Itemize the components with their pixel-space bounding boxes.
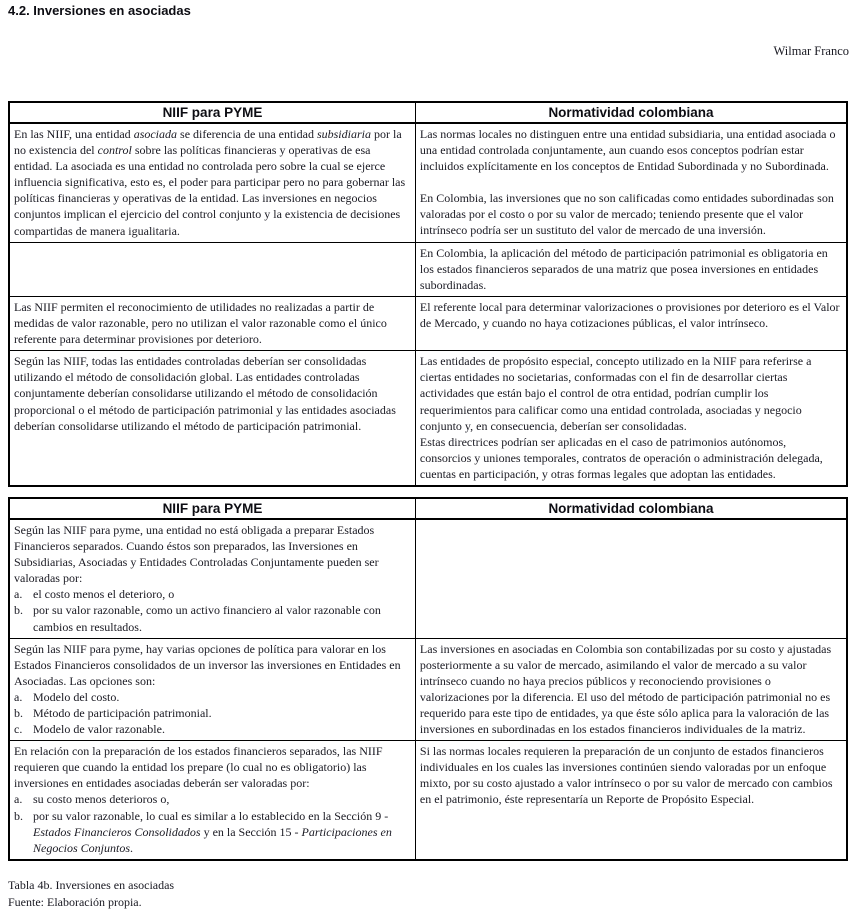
list-marker: c. bbox=[14, 722, 23, 737]
tables-container bbox=[8, 101, 848, 861]
source-caption: Fuente: Elaboración propia. bbox=[8, 895, 142, 910]
niif-cell bbox=[9, 351, 415, 486]
niif-cell bbox=[9, 242, 415, 296]
table-row bbox=[9, 351, 847, 486]
column-header-colombia: Normatividad colombiana bbox=[415, 498, 847, 519]
colombia-cell bbox=[415, 741, 847, 860]
list-item bbox=[14, 705, 409, 721]
niif-cell bbox=[9, 741, 415, 860]
cell-paragraph: El referente local para determinar valorizaciones o provisiones por deterioro es el Valor de Mercado, y cuando no haya cotizaciones públicas, el valor intrínseco. bbox=[419, 299, 840, 331]
column-header-niif: NIIF para PYME bbox=[9, 102, 415, 123]
table-row bbox=[9, 519, 847, 638]
niif-cell bbox=[9, 638, 415, 741]
comparison-table-2 bbox=[8, 497, 848, 861]
cell-paragraph: Según las NIIF para pyme, una entidad no está obligada a preparar Estados Financieros separados. Cuando éstos son preparados, las Inversiones en Subsidiarias, Asociadas y Entidades Controladas Conjuntamente pueden ser valoradas por: bbox=[14, 522, 379, 586]
comparison-table-1 bbox=[8, 101, 848, 487]
cell-paragraph: Si las normas locales requieren la preparación de un conjunto de estados financieros individuales en los cuales las inversiones continúen siendo valoradas por un enfoque mixto, por su costo ajustado a valor intrínseco o por su valor de mercado con cambios en el patrimonio, éste representaría un Reporte de Propósito Especial. bbox=[419, 744, 833, 807]
cell-paragraph: En Colombia, las inversiones que no son calificadas como entidades subordinadas son valoradas por el costo o por su valor de mercado; teniendo presente que el valor intrínseco podría ser un sustituto del valor de mercado de una inversión. bbox=[419, 191, 834, 238]
list-marker: b. bbox=[14, 808, 23, 823]
colombia-cell bbox=[415, 519, 847, 638]
table-row bbox=[9, 296, 847, 350]
list-item bbox=[14, 586, 409, 602]
colombia-cell bbox=[415, 296, 847, 350]
table-body bbox=[9, 123, 847, 486]
table-row bbox=[9, 242, 847, 296]
list-item-text: por su valor razonable, como un activo financiero al valor razonable con cambios en resultados. bbox=[33, 603, 381, 634]
colombia-cell bbox=[415, 638, 847, 741]
list-marker: b. bbox=[14, 603, 23, 618]
header-row bbox=[9, 102, 847, 123]
header-row bbox=[9, 498, 847, 519]
list-item-text: Modelo del costo. bbox=[33, 689, 120, 704]
table-row bbox=[9, 123, 847, 242]
cell-paragraph: Las normas locales no distinguen entre una entidad subsidiaria, una entidad asociada o una entidad controlada conjuntamente, aun cuando esos conceptos podrían estar incluidos explícitamente en los conceptos de Entidad Subordinada y no Subordinada. bbox=[419, 127, 836, 174]
author-name: Wilmar Franco bbox=[773, 44, 849, 58]
cell-paragraph: Según las NIIF, todas las entidades controladas deberían ser consolidadas utilizando el método de consolidación global. Las entidades controladas conjuntamente deberían consolidarse utilizando el método de consolidación proporcional o el método de participación patrimonial y las entidades asociadas deberían consolidarse utilizando el método de participación patrimonial. bbox=[14, 354, 396, 433]
cell-paragraph: En las NIIF, una entidad asociada se diferencia de una entidad subsidiaria por la no existencia del control sobre las políticas financieras y operativas de esa entidad. La asociada es una entidad no controlada pero sobre la cual se ejerce influencia significativa, esto es, el poder para participar pero no para gobernar las políticas financieras y operativas de la entidad. Las inversiones en negocios conjuntos implican el ejercicio del control conjunto y la existencia de decisiones compartidas de manera igualitaria. bbox=[14, 127, 406, 238]
list-marker: a. bbox=[14, 689, 23, 704]
table-captions bbox=[8, 877, 856, 912]
colombia-cell bbox=[415, 242, 847, 296]
list-item-text: su costo menos deterioros o, bbox=[33, 792, 170, 807]
section-title: 4.2. Inversiones en asociadas bbox=[8, 3, 191, 18]
list-marker: b. bbox=[14, 706, 23, 720]
list-marker: a. bbox=[14, 792, 23, 807]
list-item bbox=[14, 808, 409, 856]
cell-paragraph: En Colombia, la aplicación del método de participación patrimonial es obligatoria en los estados financieros separados de una matriz que posea inversiones en entidades subordinadas. bbox=[419, 245, 828, 292]
niif-cell bbox=[9, 519, 415, 638]
table-caption: Tabla 4b. Inversiones en asociadas bbox=[8, 877, 175, 892]
list-item-text: Método de participación patrimonial. bbox=[33, 706, 212, 720]
list-item-text: el costo menos el deterioro, o bbox=[33, 587, 175, 602]
cell-paragraph: Las entidades de propósito especial, concepto utilizado en la NIIF para referirse a ciertas entidades no societarias, conformadas con el fin de desarrollar ciertas actividades que están bajo el control de otra entidad, podrían cumplir los requerimientos para calificar como una entidad controlada, asociadas y negocio conjunto y, en consecuencia, deberían ser consolidadas. bbox=[419, 354, 812, 433]
table-row bbox=[9, 741, 847, 860]
cell-paragraph: Las NIIF permiten el reconocimiento de utilidades no realizadas a partir de medidas de valor razonable, pero no utilizan el valor razonable como el único referente para determinar provisiones por deterioro. bbox=[14, 299, 387, 347]
list-item-text: Modelo de valor razonable. bbox=[33, 722, 165, 737]
blank-line bbox=[420, 174, 840, 190]
table-head bbox=[9, 498, 847, 519]
table-row bbox=[9, 638, 847, 741]
table-head bbox=[9, 102, 847, 123]
cell-paragraph: Las inversiones en asociadas en Colombia son contabilizadas por su costo y ajustadas posteriormente a su valor de mercado, asimilando el valor de mercado a su valor intrínseco cuando no haya precios públicos y reconociendo provisiones o valorizaciones por la diferencia. El uso del método de participación patrimonial no es requerido para este tipo de entidades, ya que éste sólo aplica para la valoración de las inversiones en subordinadas en los estados financieros individuales de la matriz. bbox=[419, 641, 832, 737]
niif-cell bbox=[9, 296, 415, 350]
column-header-colombia: Normatividad colombiana bbox=[415, 102, 847, 123]
list-item bbox=[14, 602, 409, 634]
list-marker: a. bbox=[14, 587, 23, 602]
list-item bbox=[14, 791, 409, 807]
list-item bbox=[14, 689, 409, 705]
column-header-niif: NIIF para PYME bbox=[9, 498, 415, 519]
cell-paragraph: Según las NIIF para pyme, hay varias opciones de política para valorar en los Estados Financieros consolidados de un inversor las inversiones en Entidades en Asociadas. Las opciones son: bbox=[14, 641, 401, 688]
cell-paragraph: Estas directrices podrían ser aplicadas en el caso de patrimonios autónomos, consorcios y uniones temporales, contratos de operación o administración delegada, cuentas en participación, y otras formas legales que adoptan las entidades. bbox=[419, 434, 823, 481]
table-body bbox=[9, 519, 847, 860]
niif-cell bbox=[9, 123, 415, 242]
cell-paragraph: En relación con la preparación de los estados financieros separados, las NIIF requieren que cuando la entidad los prepare (lo cual no es obligatorio) las inversiones en entidades asociadas deberán ser valoradas por: bbox=[14, 744, 383, 791]
list-item-text: por su valor razonable, lo cual es similar a lo establecido en la Sección 9 - Estados Financieros Consolidados y en la Sección 15 - Participaciones en Negocios Conjuntos. bbox=[33, 808, 392, 855]
list-item bbox=[14, 721, 409, 737]
colombia-cell bbox=[415, 351, 847, 486]
colombia-cell bbox=[415, 123, 847, 242]
